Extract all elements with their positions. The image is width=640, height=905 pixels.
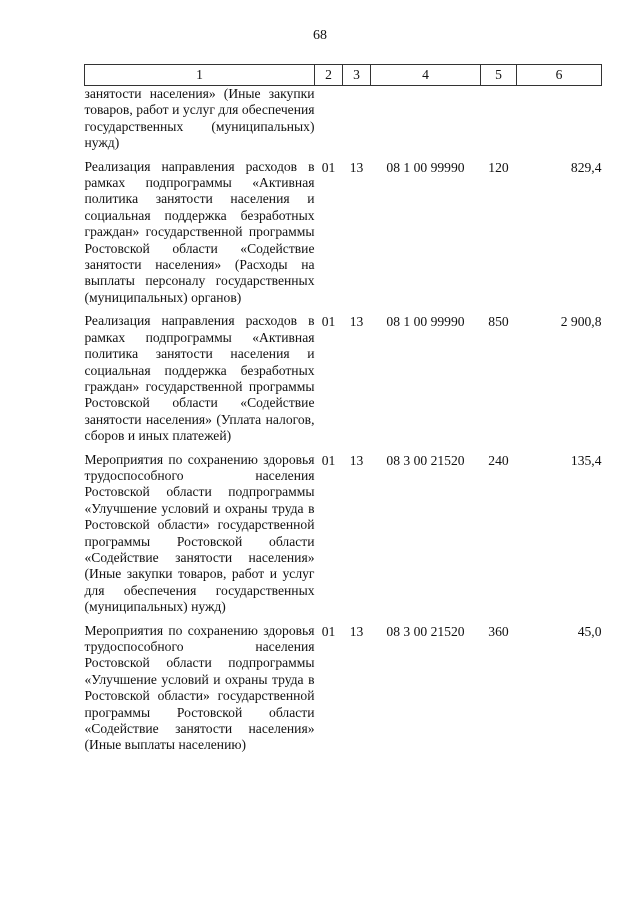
row-subsection <box>343 86 371 159</box>
row-name: занятости населения» (Иные закупки товаров, работ и услуг для обеспечения государственных (муниципальных) нужд) <box>84 86 315 151</box>
row-name: Мероприятия по сохранению здоровья трудоспособного населения Ростовской области подпрограммы «Улучшение условий и охраны труда в Ростовской области» государственной программы Ростовской области «Содействие занятости населения» (Иные закупки товаров, работ и услуг для обеспечения государственных (муниципальных) нужд) <box>84 451 315 615</box>
row-target-article: 08 1 00 99990 <box>386 159 465 175</box>
table-row <box>85 452 602 623</box>
budget-table <box>84 64 602 761</box>
row-subsection: 13 <box>349 452 364 468</box>
table-row <box>85 313 602 451</box>
table-row <box>85 623 602 761</box>
row-expense-type: 120 <box>488 159 509 175</box>
row-name: Реализация направления расходов в рамках подпрограммы «Активная политика занятости населения и социальная поддержка безработных граждан» государственной программы Ростовской области «Содействие занятости населения» (Уплата налогов, сборов и иных платежей) <box>84 313 315 444</box>
row-expense-type: 360 <box>488 623 509 639</box>
column-header-amount: 6 <box>517 65 602 86</box>
row-amount: 135,4 <box>570 452 602 468</box>
row-amount <box>517 86 602 159</box>
row-subsection: 13 <box>349 623 364 639</box>
row-expense-type: 850 <box>488 314 509 330</box>
table-row <box>85 86 602 159</box>
row-target-article: 08 3 00 21520 <box>386 623 465 639</box>
row-section: 01 <box>321 314 336 330</box>
row-target-article: 08 3 00 21520 <box>386 452 465 468</box>
row-amount: 829,4 <box>570 159 602 175</box>
page-number: 68 <box>313 28 327 43</box>
row-amount: 45,0 <box>577 623 602 639</box>
row-expense-type <box>481 86 517 159</box>
row-name: Реализация направления расходов в рамках подпрограммы «Активная политика занятости населения и социальная поддержка безработных граждан» государственной программы Ростовской области «Содействие занятости населения» (Расходы на выплаты персоналу государственных (муниципальных) органов) <box>84 158 315 305</box>
column-header-name: 1 <box>85 65 315 86</box>
row-amount: 2 900,8 <box>560 314 602 330</box>
column-header-section: 2 <box>315 65 343 86</box>
row-subsection: 13 <box>349 314 364 330</box>
row-subsection: 13 <box>349 159 364 175</box>
row-section <box>315 86 343 159</box>
column-header-expense-type: 5 <box>481 65 517 86</box>
row-name: Мероприятия по сохранению здоровья трудоспособного населения Ростовской области подпрограммы «Улучшение условий и охраны труда в Ростовской области» государственной программы Ростовской области «Содействие занятости населения» (Иные выплаты населению) <box>84 622 315 753</box>
table-row <box>85 159 602 314</box>
row-expense-type: 240 <box>488 452 509 468</box>
row-section: 01 <box>321 159 336 175</box>
row-target-article: 08 1 00 99990 <box>386 314 465 330</box>
column-header-target-article: 4 <box>371 65 481 86</box>
table-header-row <box>85 65 602 86</box>
row-section: 01 <box>321 452 336 468</box>
row-target-article <box>371 86 481 159</box>
column-header-subsection: 3 <box>343 65 371 86</box>
row-section: 01 <box>321 623 336 639</box>
